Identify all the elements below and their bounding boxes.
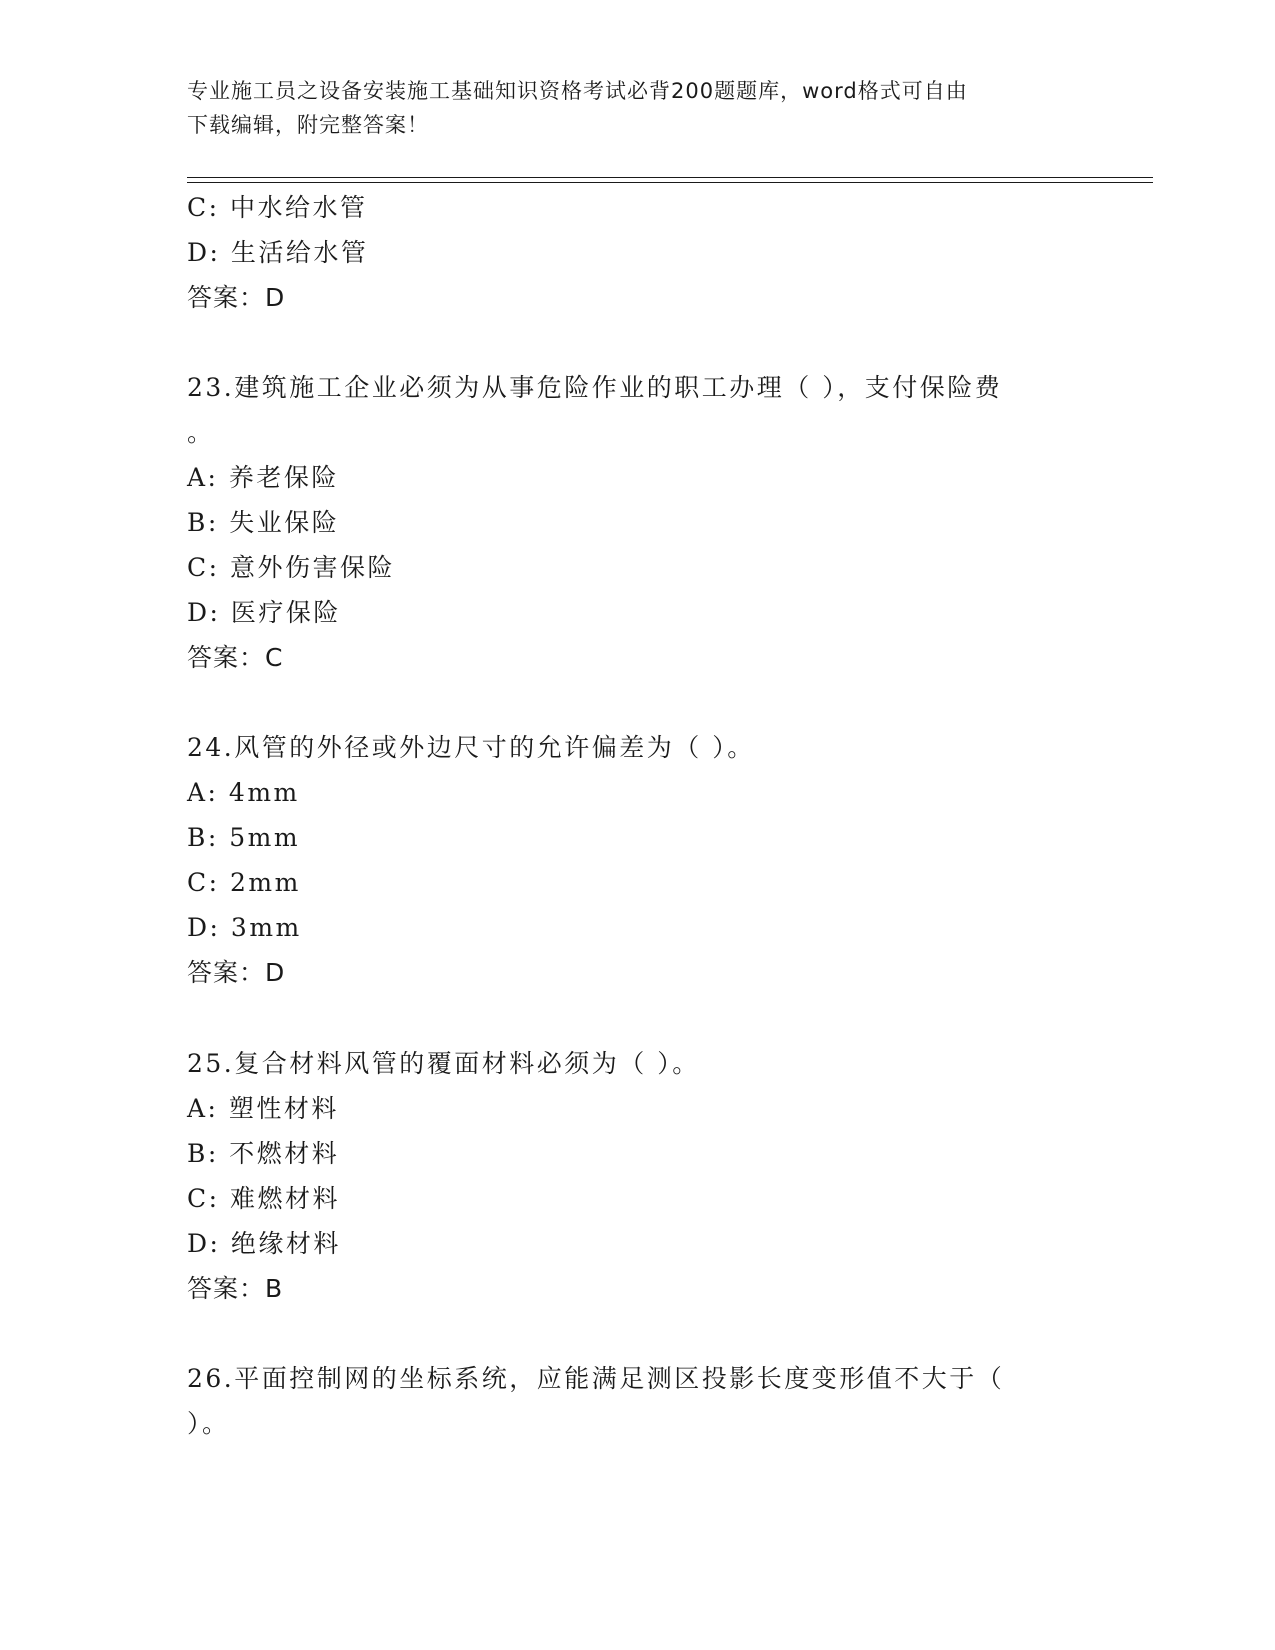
- q25-stem: 25.复合材料风管的覆面材料必须为（ ）。: [187, 1049, 700, 1078]
- header-line-1: 专业施工员之设备安装施工基础知识资格考试必背200题题库，word格式可自由: [187, 79, 968, 103]
- q25-option-d: D: 绝缘材料: [187, 1229, 341, 1258]
- q24-option-b: B: 5mm: [187, 823, 301, 852]
- q23-stem-line-1: 23.建筑施工企业必须为从事危险作业的职工办理（ ），支付保险费: [187, 373, 1003, 402]
- header-rule-bottom: [187, 182, 1153, 183]
- q25-option-b: B: 不燃材料: [187, 1139, 340, 1168]
- q24-stem: 24.风管的外径或外边尺寸的允许偏差为（ ）。: [187, 733, 755, 762]
- q24-option-d: D: 3mm: [187, 913, 302, 942]
- q25-option-a: A: 塑性材料: [187, 1094, 339, 1123]
- q23-option-c: C: 意外伤害保险: [187, 553, 395, 582]
- q24-answer: 答案：D: [187, 958, 286, 987]
- q23-answer: 答案：C: [187, 643, 284, 672]
- q22-option-c: C: 中水给水管: [187, 193, 368, 222]
- q26-stem-line-2: ）。: [187, 1409, 230, 1438]
- document-header: [187, 74, 1077, 142]
- q23-option-a: A: 养老保险: [187, 463, 339, 492]
- header-line-2: 下载编辑，附完整答案！: [187, 113, 429, 137]
- q22-answer: 答案：D: [187, 283, 286, 312]
- q23-option-d: D: 医疗保险: [187, 598, 341, 627]
- q24-option-c: C: 2mm: [187, 868, 301, 897]
- q23-stem-line-2: 。: [187, 418, 215, 447]
- header-rule-top: [187, 177, 1153, 178]
- q25-option-c: C: 难燃材料: [187, 1184, 340, 1213]
- q26-stem-line-1: 26.平面控制网的坐标系统，应能满足测区投影长度变形值不大于（: [187, 1364, 1005, 1393]
- q25-answer: 答案：B: [187, 1274, 284, 1303]
- q23-option-b: B: 失业保险: [187, 508, 340, 537]
- q22-option-d: D: 生活给水管: [187, 238, 369, 267]
- q24-option-a: A: 4mm: [187, 778, 300, 807]
